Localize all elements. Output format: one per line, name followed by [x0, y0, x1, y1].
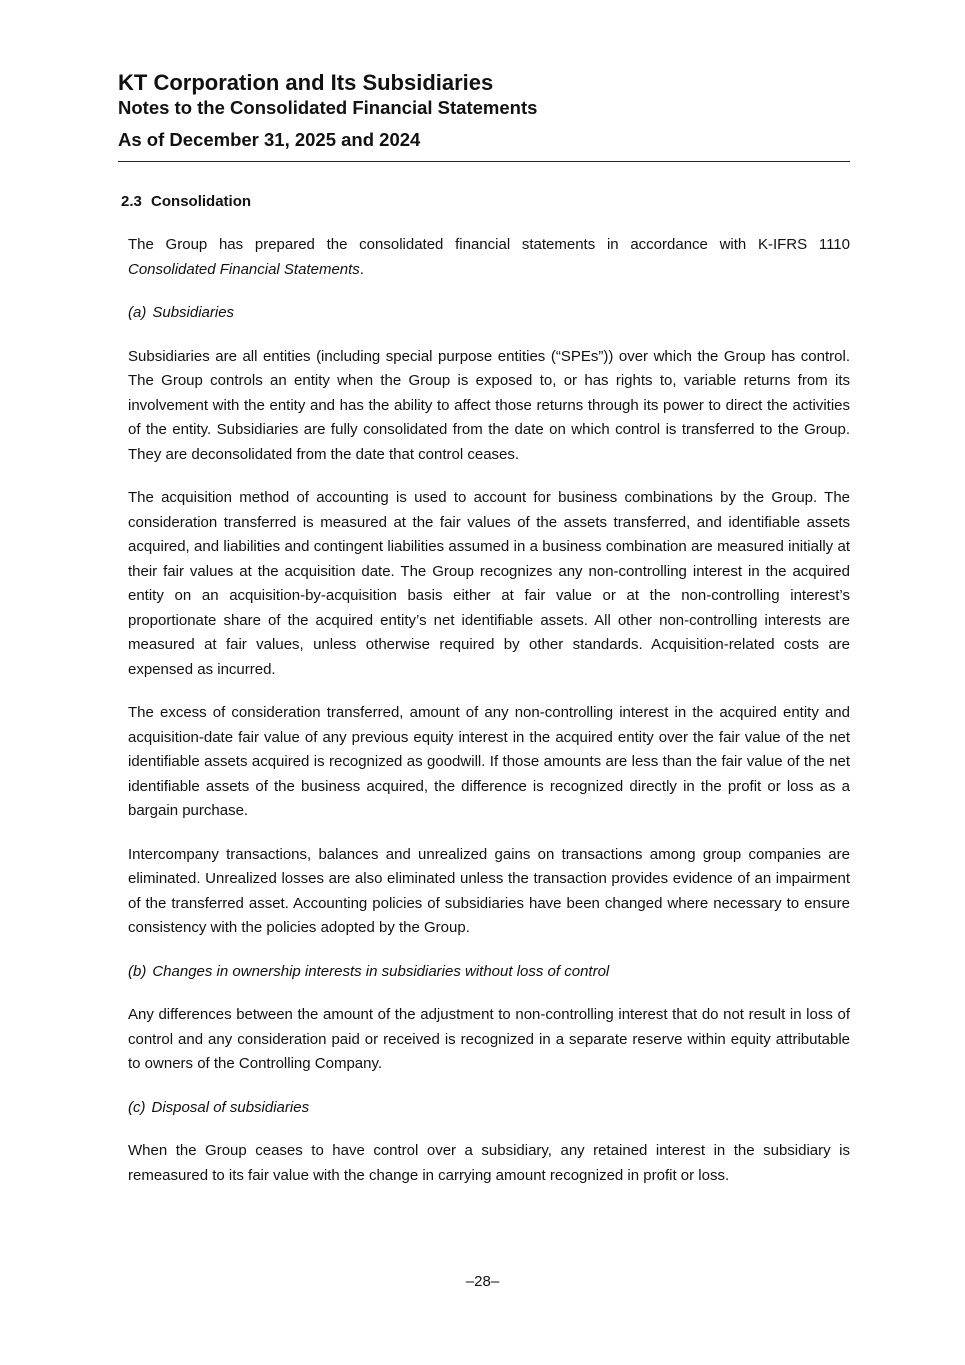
subsection-c-paragraph-1: When the Group ceases to have control over a subsidiary, any retained interest in the subsidiary is remeasured to its fair value with the change in carrying amount recognized in profit or loss. — [128, 1142, 850, 1184]
subsection-c-heading — [128, 1096, 850, 1121]
section-title: Consolidation — [151, 193, 252, 210]
subsection-b-title: Changes in ownership interests in subsidiaries without loss of control — [152, 962, 610, 980]
subsection-c-title: Disposal of subsidiaries — [151, 1098, 310, 1116]
subsection-a-paragraph-4: Intercompany transactions, balances and unrealized gains on transactions among group companies are eliminated. Unrealized losses are also eliminated unless the transaction provides evidence of an impairment of the transferred asset. Accounting policies of subsidiaries have been changed where necessary to ensure consistency with the policies adopted by the Group. — [128, 845, 850, 936]
header-divider — [118, 161, 850, 162]
subsection-b-letter: (b) — [128, 962, 147, 980]
section-heading — [121, 193, 251, 211]
subsection-a-paragraph-2: The acquisition method of accounting is used to account for business combinations by the Group. The consideration transferred is measured at the fair values of the assets transferred, and identifiable assets acquired, and liabilities and contingent liabilities assumed in a business combination are measured initially at their fair values at the acquisition date. The Group recognizes any non-controlling interest in the acquired entity on an acquisition-by-acquisition basis either at fair value or at the non-controlling interest’s proportionate share of the acquired entity’s net identifiable assets. All other non-controlling interests are measured at fair values, unless otherwise required by other standards. Acquisition-related costs are expensed as incurred. — [128, 489, 850, 678]
subsection-a-paragraph-3: The excess of consideration transferred, amount of any non-controlling interest in the acquired entity and acquisition-date fair value of any previous equity interest in the acquired entity over the fair value of the net identifiable assets acquired is recognized as goodwill. If those amounts are less than the fair value of the net identifiable assets of the business acquired, the difference is recognized directly in the profit or loss as a bargain purchase. — [128, 704, 850, 819]
subsection-a-letter: (a) — [128, 304, 147, 321]
document-subtitle: Notes to the Consolidated Financial Statements — [118, 97, 538, 118]
intro-italic: Consolidated Financial Statements — [128, 260, 360, 278]
company-name: KT Corporation and Its Subsidiaries — [118, 70, 494, 95]
document-header — [118, 70, 850, 152]
subsection-b-heading — [128, 960, 850, 985]
subsection-c-letter: (c) — [128, 1098, 146, 1116]
subsection-a-paragraph-1: Subsidiaries are all entities (including special purpose entities (“SPEs”)) over which the Group has control. The Group controls an entity when the Group is exposed to, or has rights to, variable returns from its involvement with the entity and has the ability to affect those returns through its power to direct the activities of the entity. Subsidiaries are fully consolidated from the date on which control is transferred to the Group. They are deconsolidated from the date that control ceases. — [128, 347, 850, 463]
section-number: 2.3 — [121, 193, 142, 210]
page-number: –28– — [465, 1273, 500, 1290]
subsection-b-paragraph-1: Any differences between the amount of the adjustment to non-controlling interest that do not result in loss of control and any consideration paid or received is recognized in a separate reserve within equity attributable to owners of the Controlling Company. — [128, 1006, 850, 1072]
intro-paragraph — [128, 233, 850, 282]
intro-text: The Group has prepared the consolidated financial statements in accordance with K-IFRS 1110 — [128, 236, 850, 253]
subsection-a-title: Subsidiaries — [152, 304, 235, 321]
intro-end: . — [359, 260, 364, 278]
subsection-a-heading — [128, 301, 850, 326]
reporting-date: As of December 31, 2025 and 2024 — [118, 129, 421, 150]
section-body — [128, 233, 850, 1207]
